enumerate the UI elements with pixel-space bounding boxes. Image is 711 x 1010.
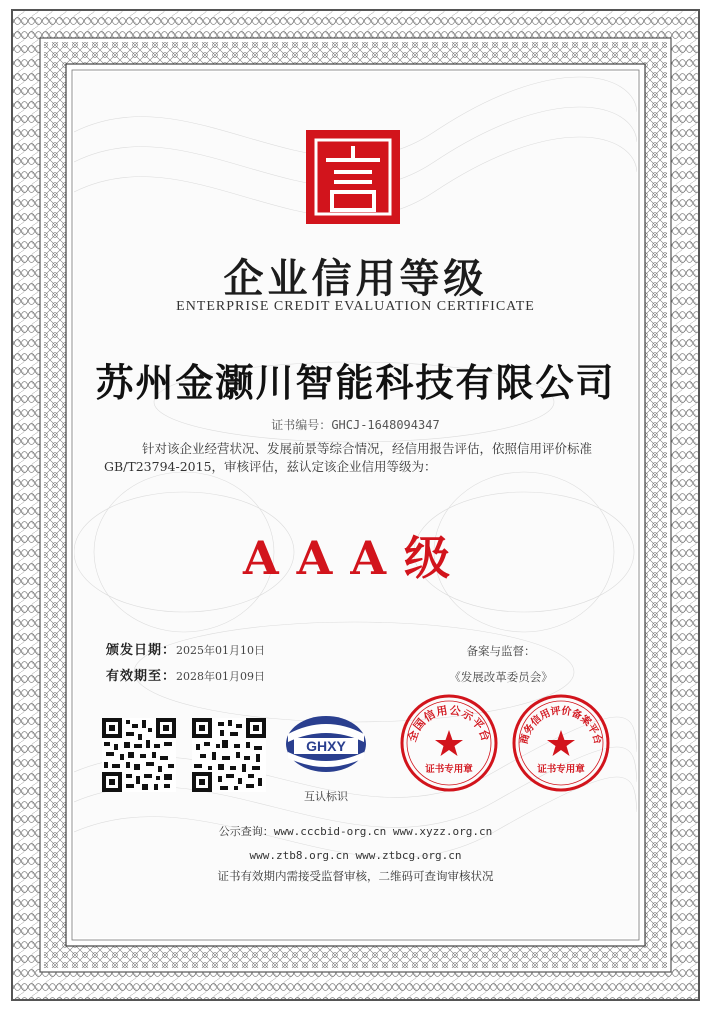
certificate-title-en: ENTERPRISE CREDIT EVALUATION CERTIFICATE — [176, 299, 535, 314]
issue-date-label: 颁发日期： — [106, 643, 177, 658]
filing-supervision — [426, 638, 576, 690]
valid-until-value: 2028年01月09日 — [176, 670, 266, 683]
ghxy-caption: 互认标识 — [304, 790, 348, 803]
official-seal-national-credit — [398, 692, 500, 794]
valid-until-row — [106, 664, 265, 690]
seal2-bottom-text: 证书专用章 — [537, 764, 585, 775]
public-query-urls-1[interactable]: www.cccbid-org.cn www.xyzz.org.cn — [273, 825, 493, 838]
certificate-number-value: GHCJ-1648094347 — [331, 418, 440, 432]
company-name: 苏州金灏川智能科技有限公司 — [95, 360, 616, 405]
qr-code-icon[interactable] — [102, 718, 176, 792]
certificate-body — [74, 72, 637, 938]
issue-date-value: 2025年01月10日 — [176, 644, 266, 657]
public-query-label: 公示查询： — [218, 825, 274, 838]
certificate-title-cn: 企业信用等级 — [223, 255, 488, 302]
credit-logo-emblem — [306, 130, 400, 224]
official-seal-business-credit — [510, 692, 612, 794]
filing-label: 备案与监督： — [466, 644, 536, 658]
qr-code-icon[interactable] — [192, 718, 266, 792]
filing-value: 《发展改革委员会》 — [449, 670, 553, 684]
public-query-urls-2[interactable]: www.ztb8.org.cn www.ztbcg.org.cn — [249, 849, 462, 862]
ghxy-logo-text: GHXY — [306, 738, 346, 754]
seal-stamp-icon — [510, 692, 612, 794]
seal2-arc-text: 商务信用评价备案平台 — [519, 705, 603, 746]
seal1-bottom-text: 证书专用章 — [425, 764, 473, 775]
certificate-number — [74, 416, 637, 433]
issue-date-row — [106, 638, 265, 664]
valid-until-label: 有效期至： — [106, 669, 177, 684]
seal-stamp-icon — [398, 692, 500, 794]
ghxy-mutual-recognition-mark — [284, 712, 368, 803]
public-query-info — [74, 820, 637, 868]
certificate-number-label: 证书编号： — [271, 418, 332, 432]
public-query-line-1 — [74, 820, 637, 844]
evaluation-statement: 针对该企业经营状况、发展前景等综合情况，经信用报告评估，依照信用评价标准GB/T23794-2015，审核评估，兹认定该企业信用等级为： — [104, 441, 593, 474]
validity-dates — [106, 638, 265, 690]
seal1-arc-text: 全国信用公示平台 — [405, 703, 493, 744]
footer-note: 证书有效期内需接受监督审核，二维码可查询审核状况 — [217, 869, 494, 883]
ghxy-logo-icon — [284, 712, 368, 778]
credit-grade: AAA级 — [242, 531, 469, 585]
